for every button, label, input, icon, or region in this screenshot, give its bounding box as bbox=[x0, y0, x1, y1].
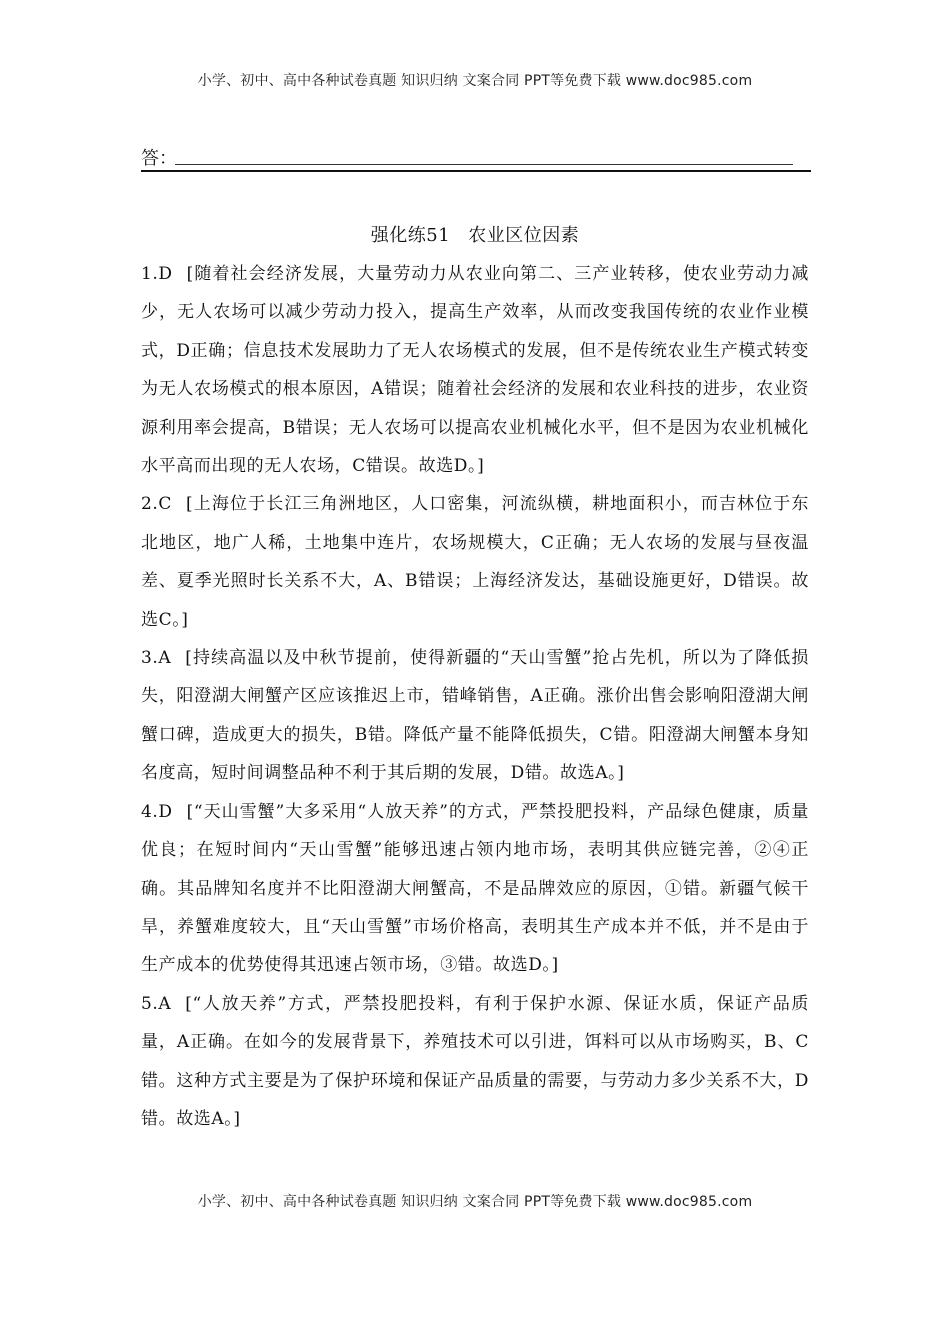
section-title bbox=[0, 221, 950, 247]
answer-item-number: 3.A bbox=[141, 648, 172, 669]
answer-blank bbox=[175, 164, 793, 165]
footer-banner: 小学、初中、高中各种试卷真题 知识归纳 文案合同 PPT等免费下载 www.doc985.com bbox=[197, 1194, 753, 1210]
answer-item-number: 1.D bbox=[141, 264, 173, 284]
answer-item-text: [持续高温以及中秋节提前，使得新疆的“天山雪蟹”抢占先机，所以为了降低损失，阳澄湖大闸蟹产区应该推迟上市，错峰销售，A正确。涨价出售会影响阳澄湖大闸蟹口碑，造成更大的损失，B错。降低产量不能降低损失，C错。阳澄湖大闸蟹本身知名度高，短时间调整品种不利于其后期的发展，D错。故选A。] bbox=[141, 648, 809, 784]
answer-item bbox=[141, 985, 809, 1139]
answer-item bbox=[141, 639, 809, 793]
answer-item bbox=[141, 793, 809, 985]
answer-item-number: 2.C bbox=[141, 494, 173, 515]
answer-item-text: [“天山雪蟹”大多采用“人放天养”的方式，严禁投肥投料，产品绿色健康，质量优良；在短时间内“天山雪蟹”能够迅速占领内地市场，表明其供应链完善，②④正确。其品牌知名度并不比阳澄湖大闸蟹高，不是品牌效应的原因，①错。新疆气候干旱，养蟹难度较大，且“天山雪蟹”市场价格高，表明其生产成本并不低，并不是由于生产成本的优势使得其迅速占领市场，③错。故选D。] bbox=[141, 801, 809, 976]
answer-list bbox=[141, 255, 809, 1138]
answer-item-number: 4.D bbox=[141, 801, 173, 822]
section-title-main: 强化练51 bbox=[370, 225, 451, 246]
answer-label: 答： bbox=[141, 148, 177, 169]
answer-item bbox=[141, 255, 809, 485]
answer-item bbox=[141, 485, 809, 639]
answer-item-text: [“人放天养”方式，严禁投肥投料，有利于保护水源、保证水质，保证产品质量，A正确。在如今的发展背景下，养殖技术可以引进，饵料可以从市场购买，B、C错。这种方式主要是为了保护环境和保证产品质量的需要，与劳动力多少关系不大，D错。故选A。] bbox=[141, 993, 809, 1129]
answer-item-text: [随着社会经济发展，大量劳动力从农业向第二、三产业转移，使农业劳动力减少，无人农场可以减少劳动力投入，提高生产效率，从而改变我国传统的农业作业模式，D正确；信息技术发展助力了无人农场模式的发展，但不是传统农业生产模式转变为无人农场模式的根本原因，A错误；随着社会经济的发展和农业科技的进步，农业资源利用率会提高，B错误；无人农场可以提高农业机械化水平，但不是因为农业机械化水平高而出现的无人农场，C错误。故选D。] bbox=[141, 264, 809, 477]
answer-item-text: [上海位于长江三角洲地区，人口密集，河流纵横，耕地面积小，而吉林位于东北地区，地广人稀，土地集中连片，农场规模大，C正确；无人农场的发展与昼夜温差、夏季光照时长关系不大，A、B错误；上海经济发达，基础设施更好，D错误。故选C。] bbox=[141, 494, 809, 630]
header-banner: 小学、初中、高中各种试卷真题 知识归纳 文案合同 PPT等免费下载 www.doc985.com bbox=[197, 73, 753, 89]
answer-line bbox=[141, 140, 811, 172]
section-title-sub: 农业区位因素 bbox=[468, 225, 580, 246]
answer-item-number: 5.A bbox=[141, 993, 172, 1014]
